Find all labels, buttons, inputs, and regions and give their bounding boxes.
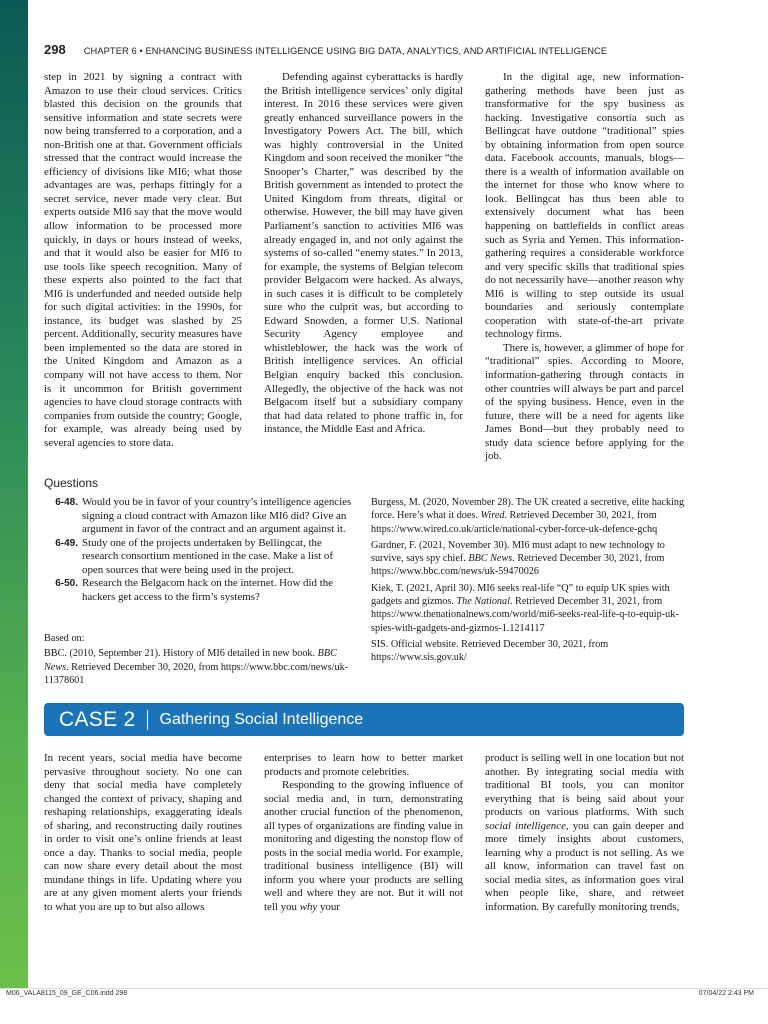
references-list: [371, 496, 685, 668]
paragraph: In recent years, social media have become pervasive throughout society. No one can deny that social media have completely changed the context of privacy, shaping and reshaping relationships, exaggerating ideals of sharing, and reconstructing daily routines in order to visit one’s online friends at least once a day. Thanks to social media, people can now share every detail about the most mundane things in life. Updating where you are at any given moment alerts your friends to what you are up to but also allows: [44, 752, 242, 914]
footer-file-info: M06_VALA8115_09_GE_C06.indd 298: [6, 990, 128, 997]
questions-heading: Questions: [44, 476, 99, 490]
case-label: CASE 2: [59, 707, 136, 731]
case-banner: [44, 703, 684, 736]
questions-list: [44, 496, 354, 604]
paragraph: There is, however, a glimmer of hope for “traditional” spies. According to Moore, information-gathering through contacts in other countries will always be part and parcel of the spying business. Hence, even in the future, there will be a need for agents like James Bond—but they probably need to study data science before applying for the job.: [485, 341, 684, 463]
question-text: Research the Belgacom hack on the internet. How did the hackers get access to the firm’s systems?: [82, 577, 334, 603]
banner-divider: [147, 710, 148, 730]
question-text: Study one of the projects undertaken by Bellingcat, the research consortium mentioned in the case. Make a list of open sources that were being used in the project.: [82, 536, 334, 576]
article-column-1: [44, 71, 242, 450]
case-column-3: [485, 752, 684, 915]
case-column-2: [264, 752, 463, 915]
paragraph: In the digital age, new information-gathering methods have been just as transformative for the spy business as hacking. Investigative consortia such as Bellingcat have outdone “traditional” spies by obtaining information from open source data. Facebook accounts, manuals, blogs—there is a wealth of information available on the internet for those who know where to look. Bellingcat has thus been able to extensively document what has been happening on battlefields in conflict areas such as Syria and Yemen. This information-gathering requires a considerable workforce and very specific skills that traditional spies do not necessarily have—another reason why MI6 is willing to step outside its usual boundaries and seriously contemplate cooperation with state-of-the-art private technology firms.: [485, 71, 684, 341]
question-number: 6-50.: [55, 578, 78, 589]
based-on-block: [44, 632, 364, 689]
reference-item: Burgess, M. (2020, November 28). The UK created a secretive, elite hacking force. Here’s what it does. Wired. Retrieved December 30, 2021, from https://www.wired.co.uk/article/national-cyber-force-uk-defence-gchq: [371, 497, 685, 535]
based-on-label: Based on:: [44, 633, 85, 644]
print-footer: [0, 988, 768, 1024]
question-item: [44, 496, 354, 537]
based-on-reference: BBC. (2010, September 21). History of MI6 detailed in new book. BBC News. Retrieved December 30, 2020, from https://www.bbc.com/news/uk-11378601: [44, 648, 349, 686]
question-text: Would you be in favor of your country’s intelligence agencies signing a cloud contract with Amazon like MI6 did? Give an argument in favor of the contract and an argument against it.: [82, 496, 352, 535]
case-title: Gathering Social Intelligence: [159, 710, 364, 728]
question-number: 6-48.: [55, 497, 78, 508]
side-color-bar: [0, 0, 28, 988]
question-item: [44, 537, 354, 578]
page-number: 298: [44, 42, 66, 57]
chapter-title: CHAPTER 6 • ENHANCING BUSINESS INTELLIGENCE USING BIG DATA, ANALYTICS, AND ARTIFICIAL INTELLIGENCE: [83, 46, 608, 56]
case-column-1: [44, 752, 242, 915]
footer-timestamp: 07/04/22 2:43 PM: [698, 990, 754, 997]
question-item: [44, 577, 354, 604]
paragraph: step in 2021 by signing a contract with Amazon to use their cloud services. Critics blasted this decision on the grounds that sensitive information and state secrets were now being transferred to a corporation, and a non-British one at that. Government officials stressed that the contract would increase the efficiency of divisions like MI6; what those advantages are was, perhaps fittingly for a secret service, never made very clear. But experts outside MI6 say that the move would allow information to be processed more quickly, in days or hours instead of weeks, and that it would also be easier for MI6 to use tools like speech recognition. Many of these experts also pointed to the fact that MI6 is underfunded and needed outside help for such digital activities: in the 1990s, for instance, its budget was slashed by 25 percent. Additionally, security measures have been implemented so the data are stored in the United Kingdom and Amazon as a company will not have access to them. Nor is it uncommon for British government agencies to have cloud storage contracts with companies from outside the country; Google, for example, was already being used by several agencies to store data.: [44, 71, 242, 449]
reference-item: SIS. Official website. Retrieved December 30, 2021, from https://www.sis.gov.uk/: [371, 638, 609, 664]
footer-divider: [0, 988, 768, 989]
page-header: [44, 42, 724, 58]
paragraph: enterprises to learn how to better market products and promote celebrities.: [264, 752, 463, 778]
article-column-2: [264, 71, 463, 437]
reference-item: Gardner, F. (2021, November 30). MI6 must adapt to new technology to survive, says spy chief. BBC News. Retrieved December 30, 2021, from https://www.bbc.com/news/uk-59470026: [371, 539, 665, 578]
article-column-3: [485, 71, 684, 464]
paragraph: product is selling well in one location but not another. By integrating social media with traditional BI tools, you can monitor everything that is being said about your products on various platforms. With such social intelligence, you can gain deeper and more timely insights about customers, learning why a product is not selling. As we all know, information can travel fast on social media sites, as information goes viral when people like, share, and retweet information. By carefully monitoring trends,: [485, 752, 684, 914]
reference-item: Kiek, T. (2021, April 30). MI6 seeks real-life “Q” to equip UK spies with gadgets and gizmos. The National. Retrieved December 31, 2021, from https://www.thenationalnews.com/world/mi6-seeks-real-life-q-to-equip-uk-spies-with-gadgets-and-gizmos-1.1214117: [371, 582, 679, 634]
paragraph: Defending against cyberattacks is hardly the British intelligence services’ only digital interest. In 2016 these services were given greatly enhanced surveillance powers in the Investigatory Powers Act. The bill, which was highly controversial in the United Kingdom and soon received the moniker “the Snooper’s Charter,” was described by the British government as intended to protect the United Kingdom from threats, digital or otherwise. However, the bill may have given Parliament’s sanction to activities MI6 was already engaged in, and not only against the systems of so-called “enemy states.” In 2013, for example, the systems of Belgian telecom provider Belgacom were hacked. As always, in such cases it is difficult to be completely sure who the culprit was, but according to Edward Snowden, a former U.S. National Security Agency employee and whistleblower, the hack was the work of British intelligence services. An official Belgian enquiry backed this conclusion. Allegedly, the objective of the hack was not Belgacom itself but a subsidiary company that had data related to phone traffic in, for instance, the Middle East and Africa.: [264, 71, 463, 436]
question-number: 6-49.: [55, 537, 78, 549]
paragraph: Responding to the growing influence of social media and, in turn, demonstrating another crucial function of the phenomenon, all types of organizations are finding value in monitoring and digesting the nonstop flow of posts in the social media world. For example, traditional business intelligence (BI) will inform you where your products are selling well and where they are not. But it will not tell you why your: [264, 779, 463, 914]
